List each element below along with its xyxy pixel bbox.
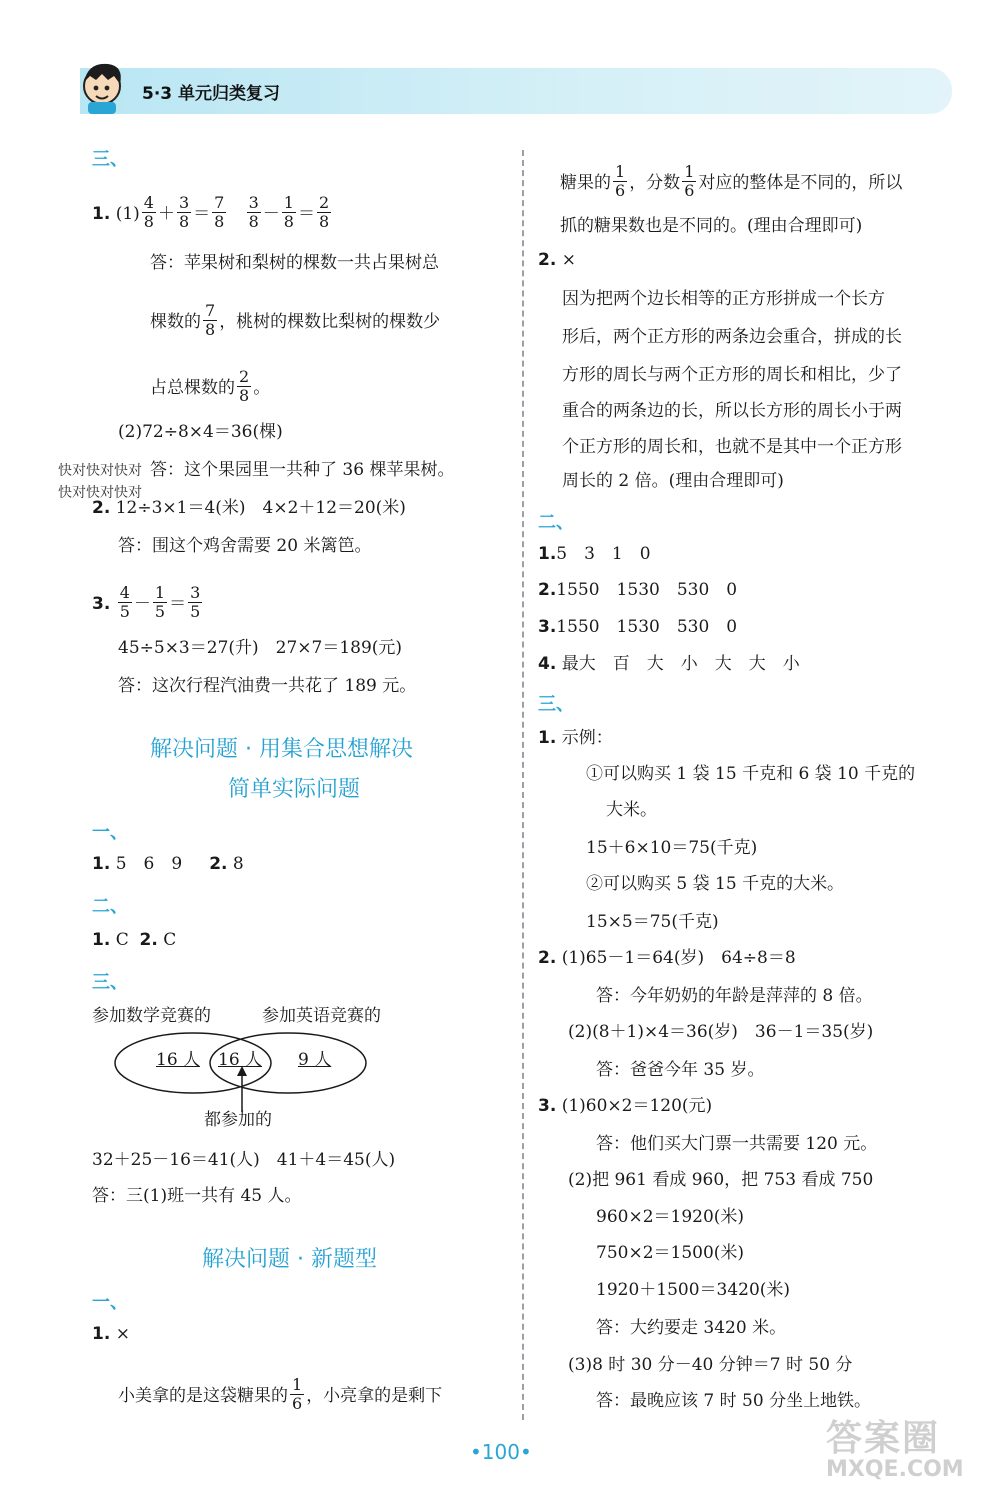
r-a2-answer2: 答：爸爸今年 35 岁。 (596, 1060, 765, 1080)
r-para5: 个正方形的周长和，也就不是其中一个正方形 (562, 437, 902, 457)
s3-answer: 答：三(1)班一共有 45 人。 (92, 1186, 302, 1206)
mascot-icon (74, 56, 134, 116)
r-line1: 糖果的 $\frac{1}{6}$ ，分数 $\frac{1}{6}$ 对应的整体是不同的，所以 (560, 162, 903, 200)
header-title: 5·3 单元归类复习 (142, 84, 281, 104)
section-yi-2: 一、 (92, 1292, 128, 1313)
r-line2: 抓的糖果数也是不同的。(理由合理即可) (560, 216, 863, 236)
section-san: 三、 (92, 149, 128, 170)
r-a1: 1. 示例： (538, 728, 613, 748)
s2-answers: 1. C 2. C (92, 930, 177, 950)
r-a3-5: 1920＋1500＝3420(米) (596, 1280, 791, 1300)
r-q2: 2. × (538, 250, 576, 270)
venn-label-english: 参加英语竞赛的 (262, 1006, 381, 1026)
q1-answer-line3: 占总棵数的 $\frac{2}{8}$ 。 (150, 367, 271, 405)
r-a3-answer3: 答：最晚应该 7 时 50 分坐上地铁。 (596, 1391, 872, 1411)
r-a2-2: (2)(8＋1)×4＝36(岁) 36－1＝35(岁) (568, 1022, 874, 1042)
section-title-set-thinking-2: 简单实际问题 (228, 777, 361, 802)
r-a3-6: (3)8 时 30 分－40 分钟＝7 时 50 分 (568, 1355, 853, 1375)
section-title-new-type: 解决问题 · 新题型 (202, 1247, 377, 1272)
watermark-line2: 快对快对快对 (58, 485, 142, 501)
n-q1-text: 小美拿的是这袋糖果的 $\frac{1}{6}$ ，小亮拿的是剩下 (118, 1375, 443, 1413)
page-number: •100• (470, 1440, 532, 1464)
r-para3: 方形的周长与两个正方形的周长和相比，少了 (562, 365, 902, 385)
q1-answer-line1: 答：苹果树和梨树的棵数一共占果树总 (150, 253, 439, 273)
q1-answer-line2: 棵数的 $\frac{7}{8}$ ，桃树的棵数比梨树的棵数少 (150, 301, 441, 339)
q3-fractions: 3. $\frac{4}{5}$ － $\frac{1}{5}$ ＝ $\frac{3}{5}$ (92, 583, 201, 621)
r-a1-2: 大米。 (606, 800, 657, 820)
r-a2-answer: 答：今年奶奶的年龄是萍萍的 8 倍。 (596, 986, 873, 1006)
r-e3: 3.1550 1530 530 0 (538, 617, 738, 637)
r-a1-5: 15×5＝75(千克) (586, 912, 719, 932)
q3-answer: 答：这次行程汽油费一共花了 189 元。 (118, 676, 417, 696)
r-a2: 2. (1)65－1＝64(岁) 64÷8＝8 (538, 948, 796, 968)
r-para4: 重合的两条边的长，所以长方形的周长小于两 (562, 401, 902, 421)
q1-equations: 1. (1) $\frac{4}{8}$ ＋ $\frac{3}{8}$ ＝ $\frac{7}{8}$ $\frac{3}{8}$ － $\frac{1}{8}$ ＝ $\frac{2}{8}$ (92, 193, 330, 231)
r-para1: 因为把两个边长相等的正方形拼成一个长方 (562, 289, 885, 309)
q2-answer: 答：围这个鸡舍需要 20 米篱笆。 (118, 536, 372, 556)
r-a1-1: ①可以购买 1 袋 15 千克和 6 袋 10 千克的 (586, 764, 916, 784)
r-e1: 1.5 3 1 0 (538, 544, 651, 564)
q1-part2: (2)72÷8×4＝36(棵) (118, 422, 283, 442)
section-yi: 一、 (92, 822, 128, 843)
r-a3: 3. (1)60×2＝120(元) (538, 1096, 713, 1116)
r-section-san: 三、 (538, 694, 574, 715)
n-q1: 1. × (92, 1324, 130, 1344)
r-a3-3: 960×2＝1920(米) (596, 1207, 745, 1227)
watermark-logo: 答案圈 MXQE.COM (826, 1418, 964, 1482)
venn-both: 16 人 (218, 1050, 263, 1070)
venn-both-label: 都参加的 (204, 1110, 272, 1130)
watermark-line1: 快对快对快对 (58, 463, 142, 479)
r-a3-answer: 答：他们买大门票一共需要 120 元。 (596, 1134, 878, 1154)
q1-answer2: 答：这个果园里一共种了 36 棵苹果树。 (150, 460, 455, 480)
r-e2: 2.1550 1530 530 0 (538, 580, 738, 600)
r-a3-2: (2)把 961 看成 960，把 753 看成 750 (568, 1170, 874, 1190)
section-title-set-thinking: 解决问题 · 用集合思想解决 (150, 737, 413, 762)
r-section-er: 二、 (538, 512, 574, 533)
venn-english-only: 9 人 (298, 1050, 332, 1070)
r-para2: 形后，两个正方形的两条边会重合，拼成的长 (562, 327, 902, 347)
r-a3-4: 750×2＝1500(米) (596, 1243, 745, 1263)
q2-line: 2. 12÷3×1＝4(米) 4×2＋12＝20(米) (92, 498, 406, 518)
r-a1-4: ②可以购买 5 袋 15 千克的大米。 (586, 874, 845, 894)
section-er: 二、 (92, 896, 128, 917)
s1-answers: 1. 5 6 9 2. 8 (92, 854, 244, 874)
s3-line: 32＋25－16＝41(人) 41＋4＝45(人) (92, 1150, 396, 1170)
r-para6: 周长的 2 倍。(理由合理即可) (562, 471, 784, 491)
section-san-2: 三、 (92, 972, 128, 993)
r-e4: 4. 最大 百 大 小 大 大 小 (538, 654, 800, 674)
q3-line2: 45÷5×3＝27(升) 27×7＝189(元) (118, 638, 403, 658)
venn-label-math: 参加数学竞赛的 (92, 1006, 211, 1026)
venn-math-only: 16 人 (156, 1050, 201, 1070)
r-a3-answer2: 答：大约要走 3420 米。 (596, 1318, 787, 1338)
column-divider (522, 150, 524, 1420)
r-a1-3: 15＋6×10＝75(千克) (586, 838, 758, 858)
